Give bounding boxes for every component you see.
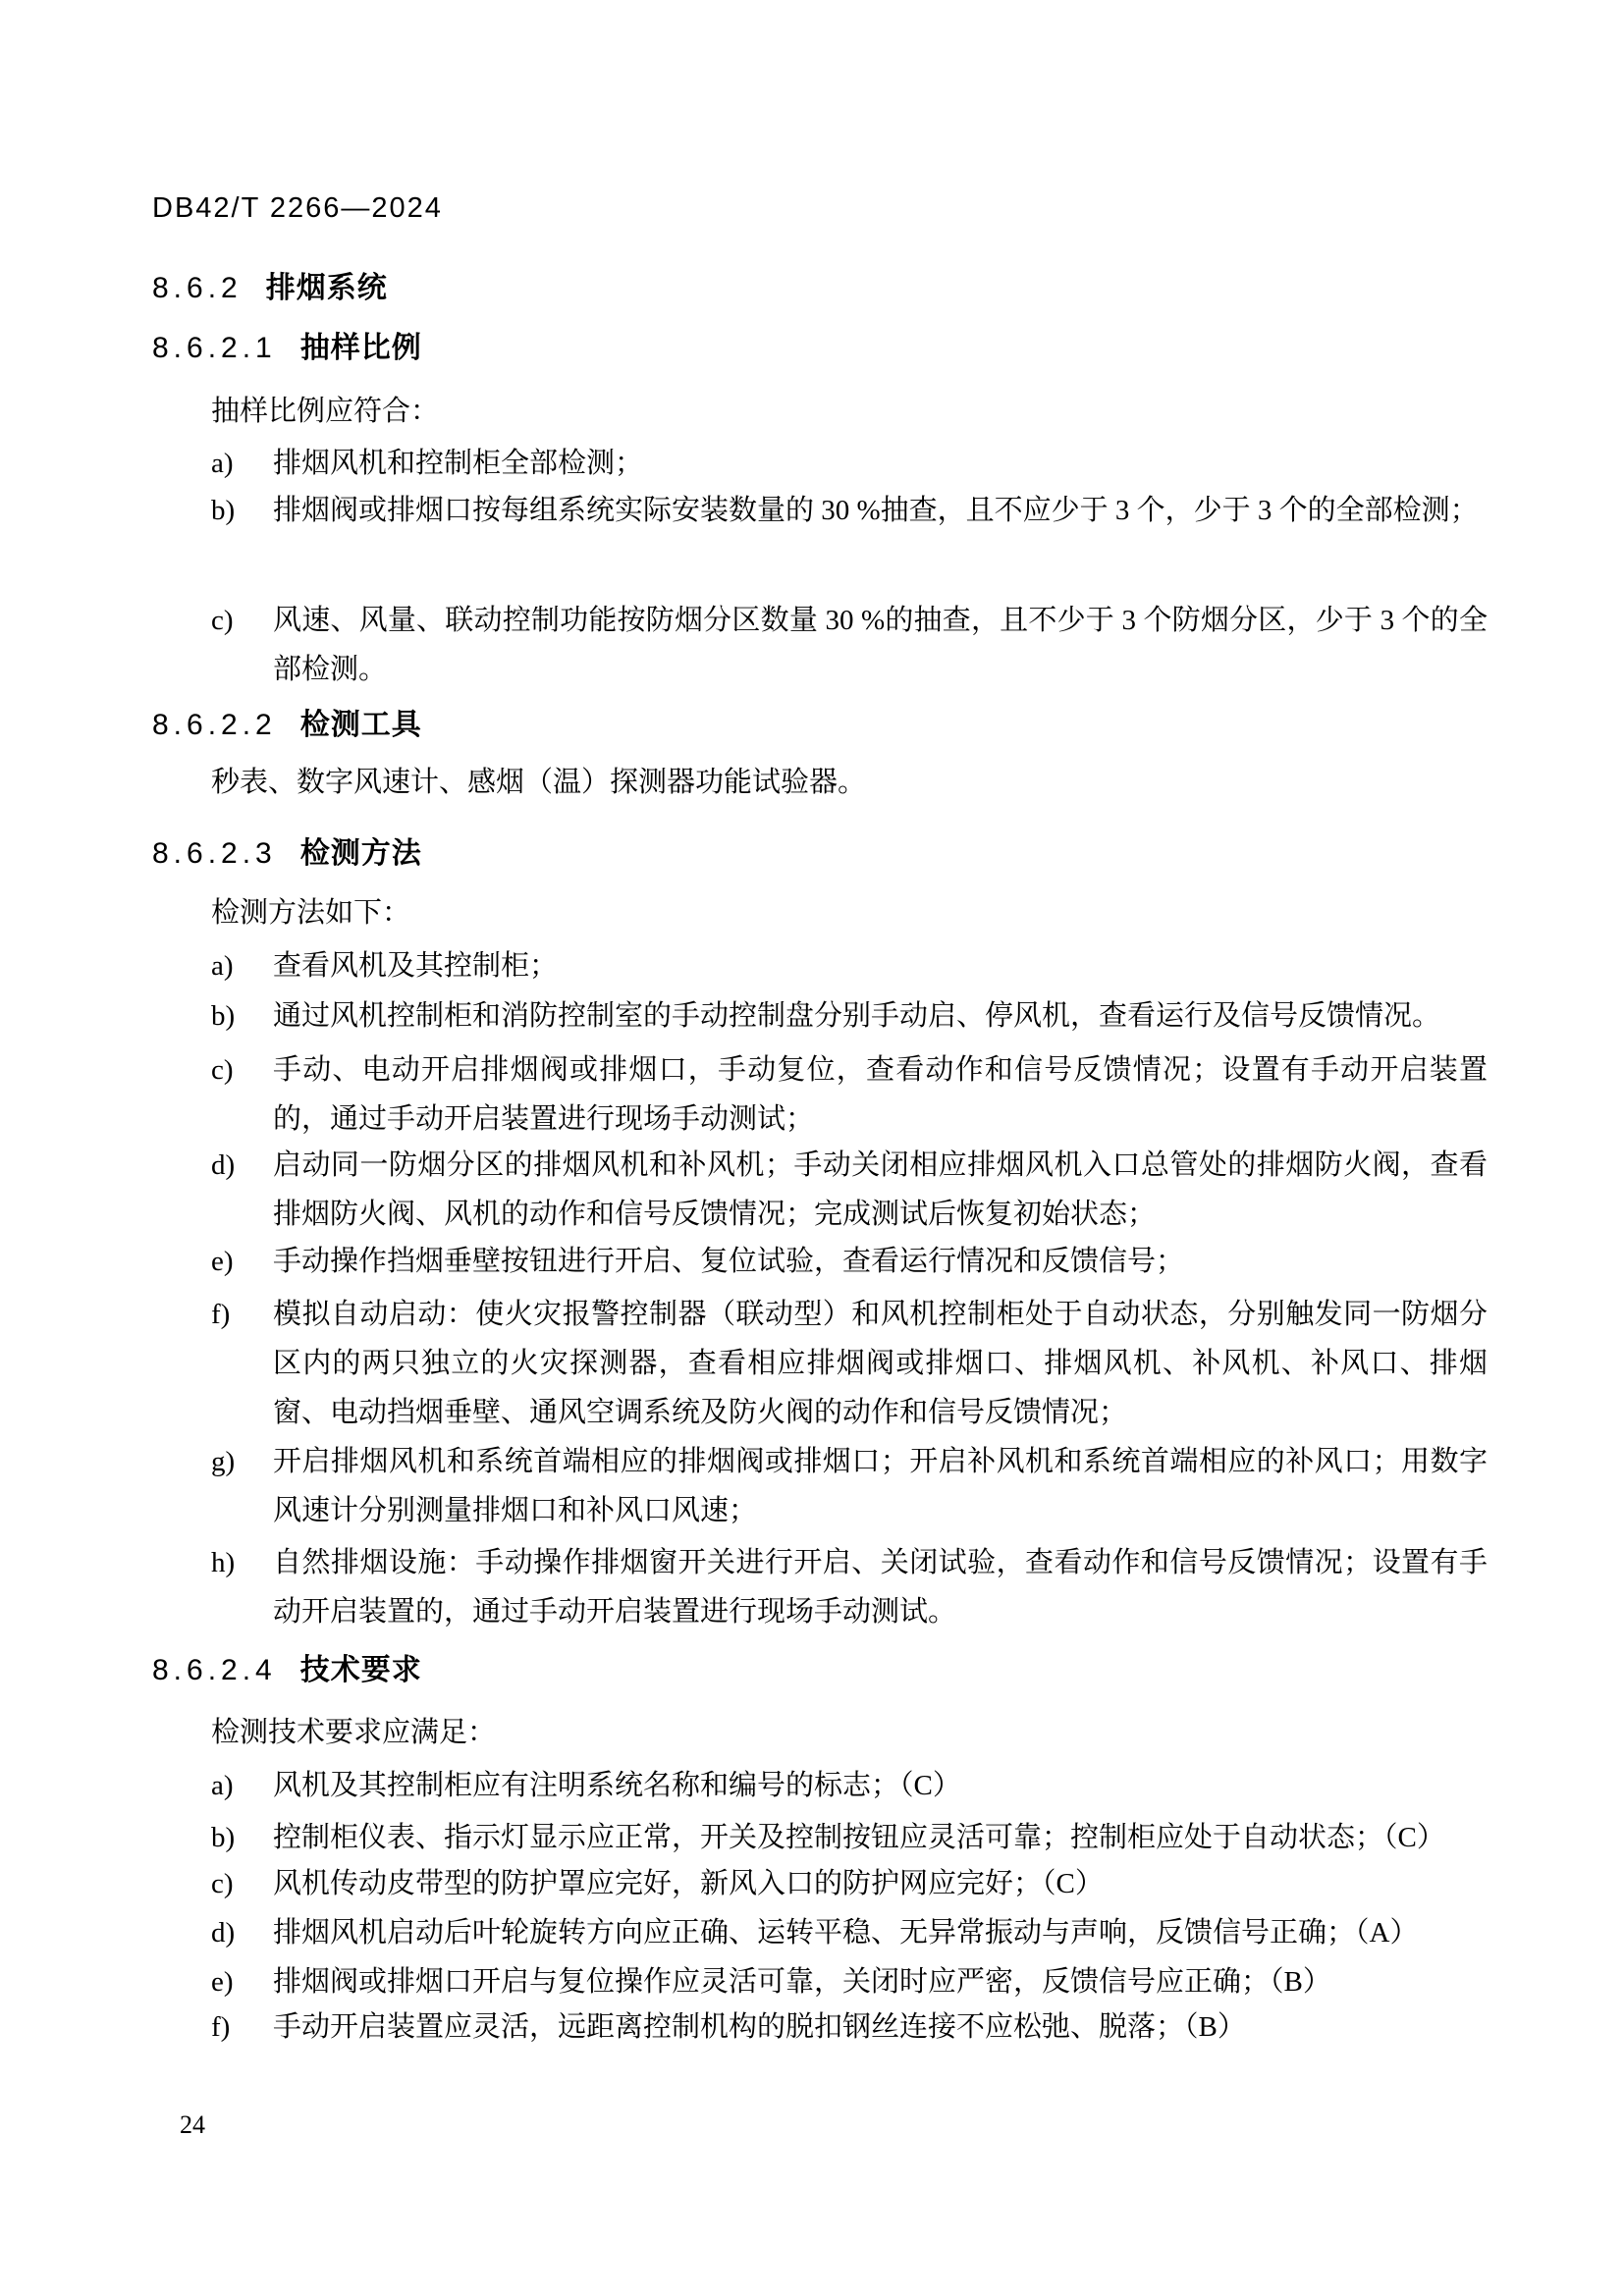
list-item-marker: e): [211, 1966, 234, 1998]
section-number: 8.6.2.2: [152, 709, 277, 741]
list-item-text: 开启排烟风机和系统首端相应的排烟阀或排烟口；开启补风机和系统首端相应的补风口；用数字风速计分别测量排烟口和补风口风速；: [273, 1446, 1488, 1526]
section-number: 8.6.2.1: [152, 332, 277, 364]
section-heading-8-6-2-1: [152, 329, 422, 368]
section-heading-8-6-2-4: [152, 1651, 422, 1690]
list-item-text: 排烟阀或排烟口开启与复位操作应灵活可靠，关闭时应严密，反馈信号应正确；（B）: [273, 1966, 1331, 1998]
list-item-text: 风速、风量、联动控制功能按防烟分区数量 30 %的抽查，且不少于 3 个防烟分区，少于 3 个的全部检测。: [273, 605, 1488, 685]
list-item-text: 查看风机及其控制柜；: [273, 950, 559, 982]
list-item-marker: e): [211, 1246, 234, 1277]
paragraph-requirements-intro: 检测技术要求应满足：: [211, 1717, 497, 1748]
section-title: 抽样比例: [299, 332, 422, 364]
page-number: 24: [180, 2110, 205, 2139]
list-item-text: 手动操作挡烟垂壁按钮进行开启、复位试验，查看运行情况和反馈信号；: [273, 1246, 1185, 1277]
list-item: [211, 1045, 1488, 1144]
list-item: [211, 1859, 1488, 1908]
paragraph-method-intro: 检测方法如下：: [211, 897, 411, 929]
list-item-text: 手动开启装置应灵活，远距离控制机构的脱扣钢丝连接不应松弛、脱落；（B）: [273, 2011, 1246, 2043]
list-item-text: 排烟风机和控制柜全部检测；: [273, 448, 644, 479]
list-item-text: 控制柜仪表、指示灯显示应正常，开关及控制按钮应灵活可靠；控制柜应处于自动状态；（C）: [273, 1822, 1445, 1853]
list-item: [211, 439, 1488, 488]
list-item: [211, 1538, 1488, 1636]
list-item-text: 启动同一防烟分区的排烟风机和补风机；手动关闭相应排烟风机入口总管处的排烟防火阀，查看排烟防火阀、风机的动作和信号反馈情况；完成测试后恢复初始状态；: [273, 1149, 1488, 1230]
section-number: 8.6.2: [152, 272, 243, 304]
paragraph-tools: 秒表、数字风速计、感烟（温）探测器功能试验器。: [211, 767, 867, 798]
section-heading-8-6-2: [152, 269, 388, 308]
section-heading-8-6-2-2: [152, 706, 422, 745]
list-item-marker: c): [211, 605, 234, 636]
document-code: DB42/T 2266—2024: [152, 192, 443, 224]
section-heading-8-6-2-3: [152, 834, 422, 874]
list-item: [211, 1237, 1488, 1286]
list-item-text: 风机传动皮带型的防护罩应完好，新风入口的防护网应完好；（C）: [273, 1868, 1104, 1899]
list-item-marker: d): [211, 1149, 236, 1181]
list-item-marker: a): [211, 1770, 234, 1801]
list-item: [211, 596, 1488, 694]
list-item-text: 排烟阀或排烟口按每组系统实际安装数量的 30 %抽查，且不应少于 3 个，少于 3 个的全部检测；: [273, 495, 1479, 526]
list-item-marker: f): [211, 2011, 231, 2043]
list-item: [211, 1290, 1488, 1437]
list-item-text: 模拟自动启动：使火灾报警控制器（联动型）和风机控制柜处于自动状态，分别触发同一防烟分区内的两只独立的火灾探测器，查看相应排烟阀或排烟口、排烟风机、补风机、补风口、排烟窗、电动挡烟垂壁、通风空调系统及防火阀的动作和信号反馈情况；: [273, 1299, 1488, 1428]
list-item: [211, 1957, 1488, 2006]
section-number: 8.6.2.3: [152, 837, 277, 870]
list-item-marker: d): [211, 1917, 236, 1949]
list-item-text: 手动、电动开启排烟阀或排烟口，手动复位，查看动作和信号反馈情况；设置有手动开启装置的，通过手动开启装置进行现场手动测试；: [273, 1054, 1488, 1135]
list-item: [211, 2002, 1488, 2052]
list-item: [211, 1761, 1488, 1810]
list-item-text: 风机及其控制柜应有注明系统名称和编号的标志；（C）: [273, 1770, 961, 1801]
list-item: [211, 1437, 1488, 1535]
list-item-text: 通过风机控制柜和消防控制室的手动控制盘分别手动启、停风机，查看运行及信号反馈情况。: [273, 1000, 1441, 1032]
section-number: 8.6.2.4: [152, 1654, 277, 1686]
list-item-marker: b): [211, 1000, 236, 1032]
section-title: 技术要求: [299, 1654, 422, 1686]
list-item: [211, 1908, 1488, 1957]
list-item-marker: g): [211, 1446, 236, 1477]
list-item: [211, 486, 1488, 535]
list-item-marker: a): [211, 448, 234, 479]
list-item-marker: f): [211, 1299, 231, 1330]
list-item-marker: a): [211, 950, 234, 982]
list-item-text: 排烟风机启动后叶轮旋转方向应正确、运转平稳、无异常振动与声响，反馈信号正确；（A）: [273, 1917, 1419, 1949]
list-item-text: 自然排烟设施：手动操作排烟窗开关进行开启、关闭试验，查看动作和信号反馈情况；设置有手动开启装置的，通过手动开启装置进行现场手动测试。: [273, 1547, 1488, 1628]
list-item-marker: b): [211, 495, 236, 526]
list-item: [211, 991, 1488, 1041]
paragraph-sampling-intro: 抽样比例应符合：: [211, 396, 440, 427]
list-item: [211, 941, 1488, 990]
list-item-marker: c): [211, 1054, 234, 1086]
list-item: [211, 1813, 1488, 1862]
section-title: 检测工具: [299, 709, 422, 741]
list-item-marker: h): [211, 1547, 236, 1578]
list-item-marker: c): [211, 1868, 234, 1899]
section-title: 排烟系统: [265, 272, 388, 304]
list-item-marker: b): [211, 1822, 236, 1853]
list-item: [211, 1141, 1488, 1239]
section-title: 检测方法: [299, 837, 422, 870]
